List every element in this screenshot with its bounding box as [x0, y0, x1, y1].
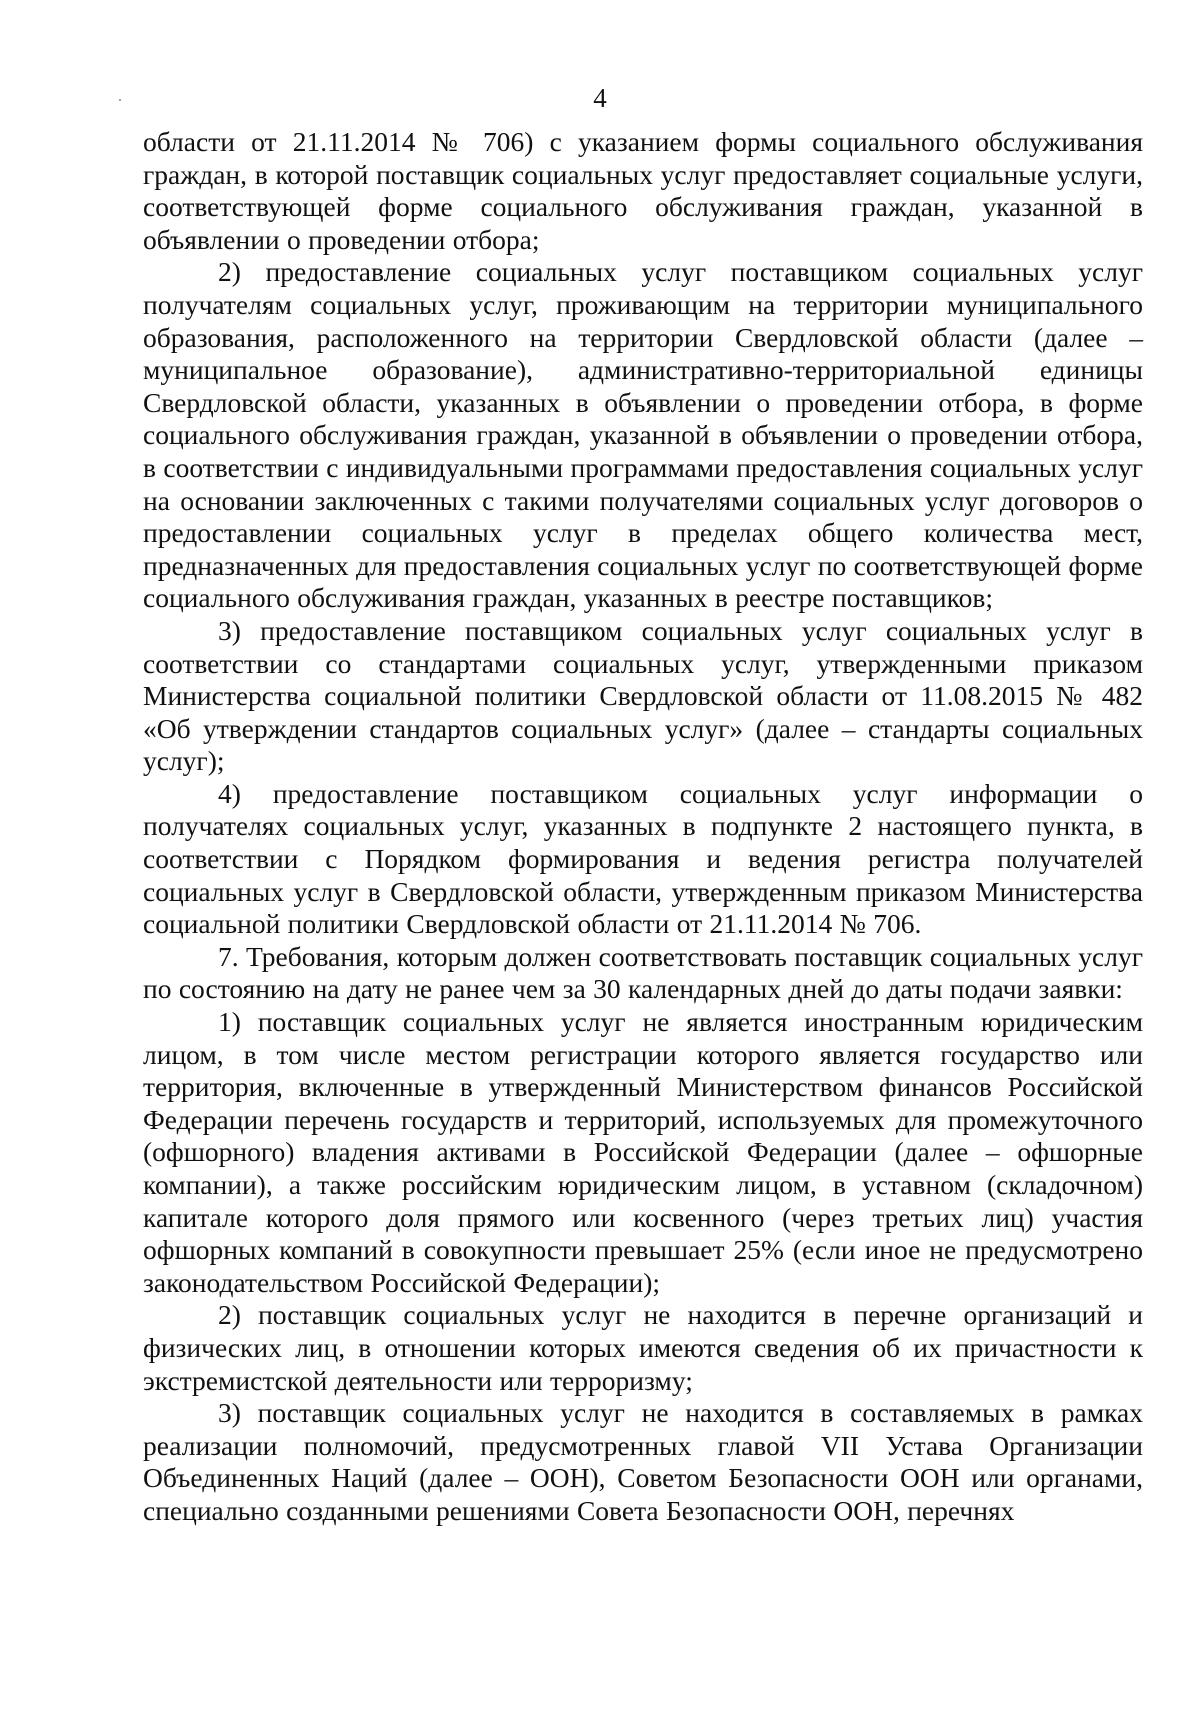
paragraph-item-2: 2) предоставление социальных услуг поставщиком социальных услуг получателям социальных услуг, проживающим на территории муниципального образования, расположенного на территории Свердловской области (далее – муниципальное образование), административно-территориальной единицы Свердловской области, указанных в объявлении о проведении отбора, в форме социального обслуживания граждан, указанной в объявлении о проведении отбора, в соответствии с индивидуальными программами предоставления социальных услуг на основании заключенных с такими получателями социальных услуг договоров о предоставлении социальных услуг в пределах общего количества мест, предназначенных для предоставления социальных услуг по соответствующей форме социального обслуживания граждан, указанных в реестре поставщиков; — [143, 256, 1143, 614]
paragraph-item-3: 3) предоставление поставщиком социальных услуг социальных услуг в соответствии со стандартами социальных услуг, утвержденными приказом Министерства социальной политики Свердловской области от 11.08.2015 № 482 «Об утверждении стандартов социальных услуг» (далее – стандарты социальных услуг); — [143, 614, 1143, 777]
paragraph-requirement-1: 1) поставщик социальных услуг не является иностранным юридическим лицом, в том числе местом регистрации которого является государство или территория, включенные в утвержденный Министерством финансов Российской Федерации перечень государств и территорий, используемых для промежуточного (офшорного) владения активами в Российской Федерации (далее – офшорные компании), а также российским юридическим лицом, в уставном (складочном) капитале которого доля прямого или косвенного (через третьих лиц) участия офшорных компаний в совокупности превышает 25% (если иное не предусмотрено законодательством Российской Федерации); — [143, 1006, 1143, 1298]
paragraph-item-4: 4) предоставление поставщиком социальных услуг информации о получателях социальных услуг, указанных в подпункте 2 настоящего пункта, в соответствии с Порядком формирования и ведения регистра получателей социальных услуг в Свердловской области, утвержденным приказом Министерства социальной политики Свердловской области от 21.11.2014 № 706. — [143, 777, 1143, 940]
paragraph-continuation: области от 21.11.2014 № 706) с указанием формы социального обслуживания граждан, в которой поставщик социальных услуг предоставляет социальные услуги, соответствующей форме социального обслуживания граждан, указанной в объявлении о проведении отбора; — [143, 126, 1143, 255]
paragraph-requirement-2: 2) поставщик социальных услуг не находится в перечне организаций и физических лиц, в отношении которых имеются сведения об их причастности к экстремистской деятельности или терроризму; — [143, 1299, 1143, 1396]
page-number: 4 — [593, 83, 607, 113]
document-body — [143, 126, 1143, 1528]
paragraph-section-7: 7. Требования, которым должен соответствовать поставщик социальных услуг по состоянию на дату не ранее чем за 30 календарных дней до даты подачи заявки: — [143, 940, 1143, 1005]
paragraph-requirement-3: 3) поставщик социальных услуг не находится в составляемых в рамках реализации полномочий, предусмотренных главой VII Устава Организации Объединенных Наций (далее – ООН), Советом Безопасности ООН или органами, специально созданными решениями Совета Безопасности ООН, перечнях — [143, 1397, 1143, 1526]
